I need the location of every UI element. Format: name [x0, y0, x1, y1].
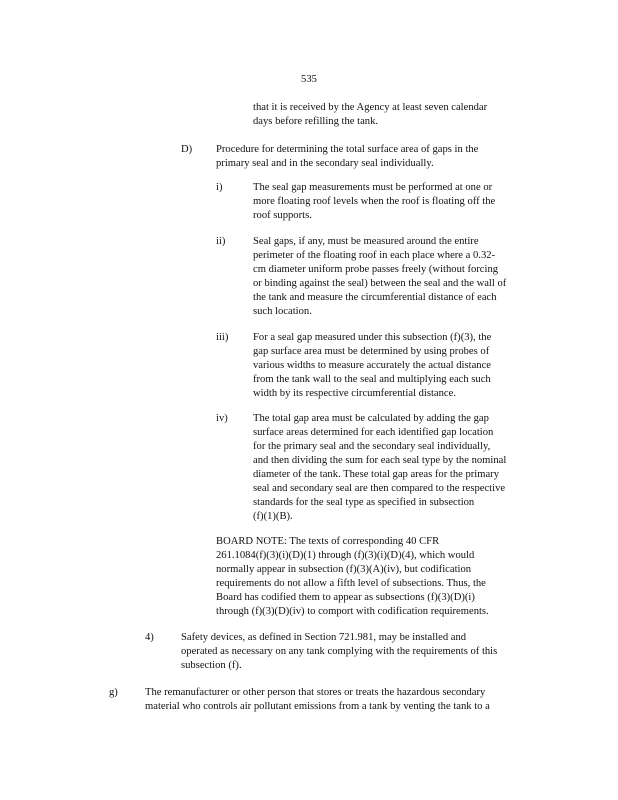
text-line: from the tank wall to the seal and multiplying each such — [253, 374, 491, 385]
item-iv-text — [253, 412, 537, 524]
section-d-label: D) — [181, 144, 193, 155]
text-line: (f)(1)(B). — [253, 511, 293, 522]
text-line: seal and secondary seal are then compared to the respective — [253, 483, 506, 494]
text-line: For a seal gap measured under this subsection (f)(3), the — [253, 332, 492, 343]
intro-text — [253, 101, 511, 129]
item-iii-text — [253, 331, 523, 401]
text-line: the tank and measure the circumferential distance of each — [253, 292, 497, 303]
text-line: perimeter of the floating roof in each place where a 0.32- — [253, 250, 496, 261]
text-line: normally appear in subsection (f)(3)(A)(iv), but codification — [216, 564, 472, 575]
item-4-label: 4) — [145, 632, 154, 643]
text-line: standards for the seal type as specified in subsection — [253, 497, 475, 508]
text-line: or binding against the seal) between the seal and the wall of — [253, 278, 507, 289]
text-line: cm diameter uniform probe passes freely (without forcing — [253, 264, 499, 275]
text-line: roof supports. — [253, 210, 312, 221]
text-line: operated as necessary on any tank complying with the requirements of this — [181, 646, 498, 657]
text-line: 261.1084(f)(3)(i)(D)(1) through (f)(3)(i)(D)(4), which would — [216, 550, 475, 561]
text-line: more floating roof levels when the roof is floating off the — [253, 196, 496, 207]
item-g-text — [145, 686, 540, 714]
text-line: BOARD NOTE: The texts of corresponding 40 CFR — [216, 536, 440, 547]
text-line: surface areas determined for each identified gap location — [253, 427, 494, 438]
text-line: Seal gaps, if any, must be measured around the entire — [253, 236, 479, 247]
text-line: subsection (f). — [181, 660, 242, 671]
text-line: width by its respective circumferential distance. — [253, 388, 456, 399]
text-line: and then dividing the sum for each seal type by the nominal — [253, 455, 507, 466]
text-line: material who controls air pollutant emissions from a tank by venting the tank to a — [145, 701, 490, 712]
text-line: that it is received by the Agency at least seven calendar — [253, 102, 488, 113]
item-i-text — [253, 181, 527, 223]
text-line: days before refilling the tank. — [253, 116, 379, 127]
text-line: various widths to measure accurately the actual distance — [253, 360, 491, 371]
text-line: Procedure for determining the total surface area of gaps in the — [216, 144, 479, 155]
item-4-text — [181, 631, 535, 673]
text-line: through (f)(3)(D)(iv) to comport with codification requirements. — [216, 606, 489, 617]
text-line: Board has codified them to appear as subsections (f)(3)(D)(i) — [216, 592, 475, 603]
item-iv-label: iv) — [216, 413, 228, 424]
text-line: The seal gap measurements must be performed at one or — [253, 182, 493, 193]
text-line: primary seal and in the secondary seal individually. — [216, 158, 434, 169]
item-iii-label: iii) — [216, 332, 229, 343]
text-line: diameter of the tank. These total gap areas for the primary — [253, 469, 500, 480]
text-line: gap surface area must be determined by using probes of — [253, 346, 490, 357]
item-ii-label: ii) — [216, 236, 226, 247]
section-d-text — [216, 143, 512, 171]
item-i-label: i) — [216, 182, 223, 193]
text-line: The total gap area must be calculated by adding the gap — [253, 413, 489, 424]
text-line: requirements do not allow a fifth level of subsections. Thus, the — [216, 578, 486, 589]
text-line: for the primary seal and the secondary seal individually, — [253, 441, 491, 452]
text-line: The remanufacturer or other person that stores or treats the hazardous secondary — [145, 687, 486, 698]
board-note — [216, 535, 530, 619]
text-line: Safety devices, as defined in Section 721.981, may be installed and — [181, 632, 467, 643]
item-g-label: g) — [109, 687, 118, 698]
text-line: such location. — [253, 306, 312, 317]
page-number: 535 — [301, 74, 317, 85]
item-ii-text — [253, 235, 543, 319]
